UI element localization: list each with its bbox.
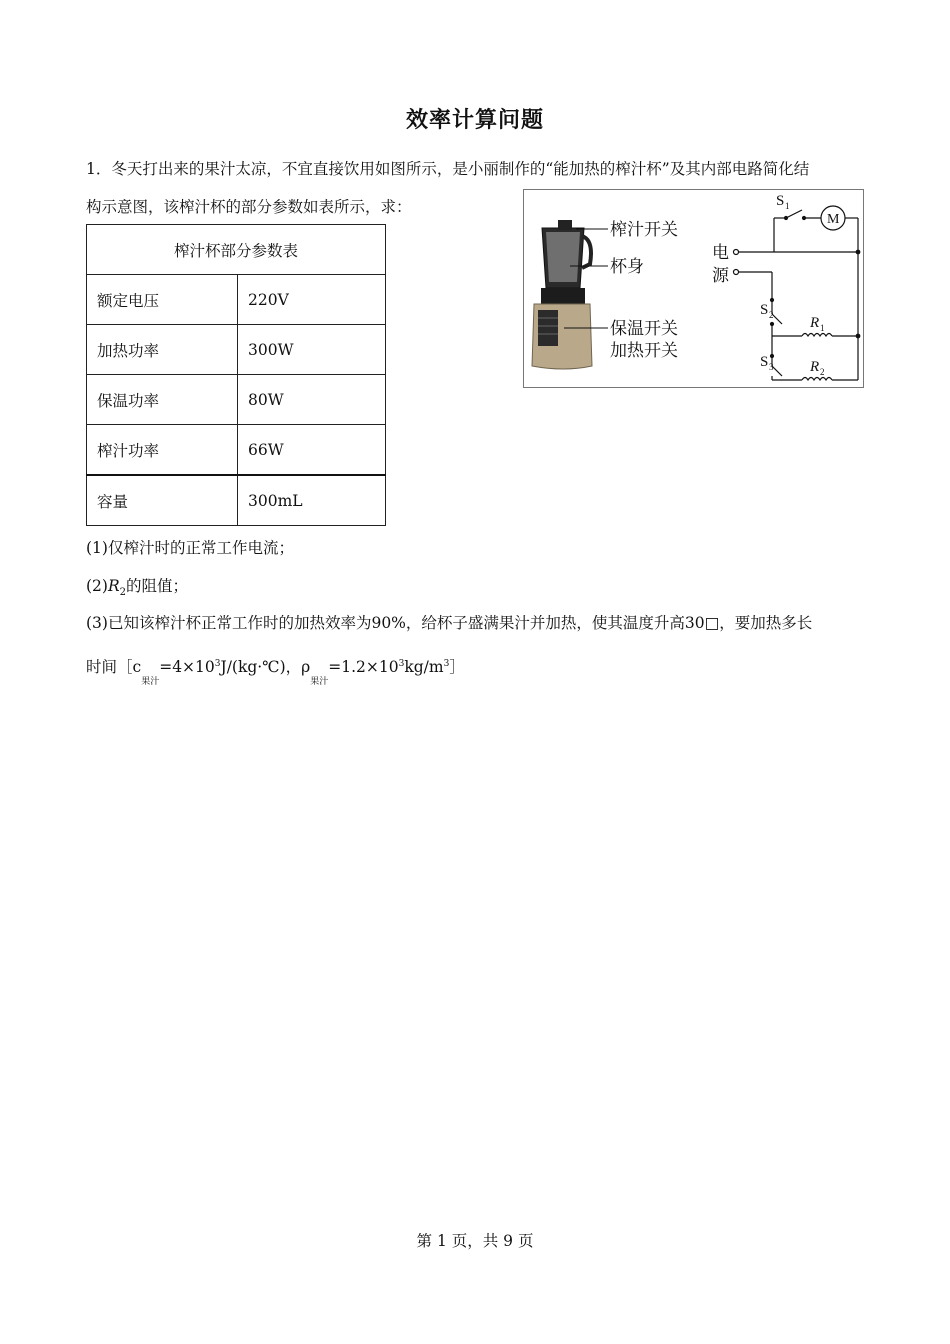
sub-question-3-line2 xyxy=(86,656,465,687)
table-cell-key: 保温功率 xyxy=(87,375,238,425)
s2-label: S xyxy=(760,302,769,318)
table-row xyxy=(87,275,386,325)
label-keep-warm-switch: 保温开关 xyxy=(610,319,678,339)
circuit-diagram xyxy=(734,206,860,380)
sub2-prefix: (2) xyxy=(86,577,108,595)
c-subscript: 果汁 xyxy=(141,677,160,687)
sub2-variable: R xyxy=(107,577,120,595)
rho-value: =1.2×10 xyxy=(328,658,399,676)
sub-question-1: (1)仅榨汁时的正常工作电流； xyxy=(86,539,294,557)
c-unit: J/(kg·℃)，ρ xyxy=(220,658,311,676)
r1-subscript: 1 xyxy=(820,323,825,333)
table-cell-key: 加热功率 xyxy=(87,325,238,375)
label-power-bottom: 源 xyxy=(712,266,729,286)
s2-subscript: 2 xyxy=(769,310,774,320)
r2-label: R xyxy=(810,359,820,375)
table-row xyxy=(87,375,386,425)
motor-label: M xyxy=(827,212,840,227)
table-cell-value: 80W xyxy=(238,375,386,425)
juicer-illustration xyxy=(532,220,592,369)
s1-label: S xyxy=(776,193,785,209)
rho-exponent: 3 xyxy=(398,659,405,669)
question-text-line2: 构示意图，该榨汁杯的部分参数如表所示，求： xyxy=(86,198,412,216)
page-title: 效率计算问题 xyxy=(405,108,544,133)
s3-subscript: 3 xyxy=(769,362,774,372)
table-cell-key: 额定电压 xyxy=(87,275,238,325)
label-juice-switch: 榨汁开关 xyxy=(610,220,678,240)
formula-end: ］ xyxy=(449,658,465,676)
question-text-line1: 1．冬天打出来的果汁太凉，不宜直接饮用如图所示，是小丽制作的“能加热的榨汁杯”及其内部电路简化结 xyxy=(86,160,810,178)
c-value: =4×10 xyxy=(159,658,215,676)
figure-svg xyxy=(524,190,863,387)
sub-question-2 xyxy=(86,575,188,604)
rho-subscript: 果汁 xyxy=(310,677,329,687)
table-cell-value: 300mL xyxy=(238,475,386,526)
sub2-suffix: 的阻值； xyxy=(126,577,189,595)
table-cell-value: 66W xyxy=(238,425,386,476)
table-cell-key: 榨汁功率 xyxy=(87,425,238,476)
table-row xyxy=(87,475,386,526)
sub2-subscript: 2 xyxy=(119,587,127,599)
c-exponent: 3 xyxy=(214,659,221,669)
juicer-circuit-figure xyxy=(523,189,864,388)
table-cell-value: 220V xyxy=(238,275,386,325)
r1-label: R xyxy=(810,315,820,331)
table-header: 榨汁杯部分参数表 xyxy=(87,225,386,275)
table-cell-key: 容量 xyxy=(87,475,238,526)
formula-lead: 时间［c xyxy=(86,658,142,676)
page-footer: 第 1 页，共 9 页 xyxy=(416,1232,534,1250)
rho-unit-exponent: 3 xyxy=(443,659,450,669)
table-cell-value: 300W xyxy=(238,325,386,375)
rho-unit: kg/m xyxy=(404,658,444,676)
r2-subscript: 2 xyxy=(820,367,825,377)
label-cup-body: 杯身 xyxy=(610,257,644,277)
parameter-table xyxy=(86,224,386,526)
table-row xyxy=(87,325,386,375)
table-row xyxy=(87,425,386,476)
sub-question-3-line1: (3)已知该榨汁杯正常工作时的加热效率为90%，给杯子盛满果汁并加热，使其温度升高30□，要加热多长 xyxy=(86,614,813,632)
s1-subscript: 1 xyxy=(785,201,790,211)
s3-label: S xyxy=(760,354,769,370)
label-heating-switch: 加热开关 xyxy=(610,341,678,361)
label-power-top: 电 xyxy=(712,243,729,263)
